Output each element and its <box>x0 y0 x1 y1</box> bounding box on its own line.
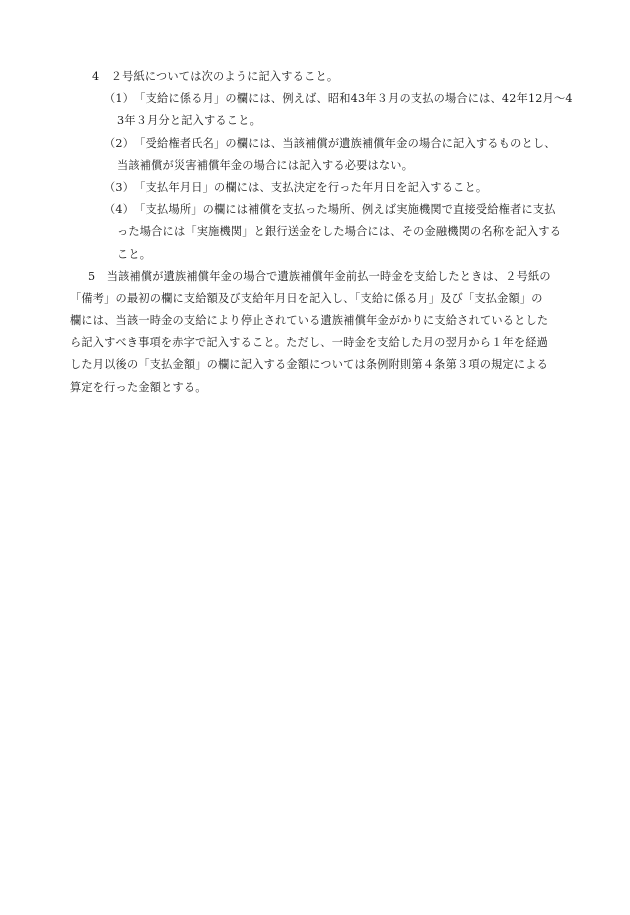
item-4-4-line-2: った場合には「実施機関」と銀行送金をした場合には、その金融機関の名称を記入する <box>117 225 562 239</box>
item-5-line-1: 5 当該補償が遺族補償年金の場合で遺族補償年金前払一時金を支給したときは、２号紙の <box>88 269 551 283</box>
item-5-line-6: 算定を行った金額とする。 <box>70 380 207 394</box>
item-4-1-line-2: 3年３月分と記入すること。 <box>117 114 261 128</box>
document-body <box>70 66 592 399</box>
item-5-line-3: 欄には、当該一時金の支給により停止されている遺族補償年金がかりに支給されているとした <box>70 314 549 328</box>
item-4-2-line-1: （2） 「受給権者氏名」の欄には、当該補償が遺族補償年金の場合に記入するものとし、 <box>104 136 556 150</box>
item-4-3-line-1: （3） 「支払年月日」の欄には、支払決定を行った年月日を記入すること。 <box>104 180 488 194</box>
item-5-line-2: 「備考」の最初の欄に支給額及び支給年月日を記入し、「支給に係る月」及び「支払金額」の <box>70 291 543 305</box>
item-4-4-line-3: こと。 <box>117 247 152 261</box>
item-4-1-line-1: （1） 「支給に係る月」の欄には、例えば、昭和43年３月の支払の場合には、42年12月～4 <box>104 92 573 106</box>
item-5-line-4: ら記入すべき事項を赤字で記入すること。ただし、一時金を支給した月の翌月から１年を経過 <box>70 336 549 350</box>
item-5-line-5: した月以後の「支払金額」の欄に記入する金額については条例附則第４条第３項の規定による <box>70 358 549 372</box>
item-4-2-line-2: 当該補償が災害補償年金の場合には記入する必要はない。 <box>117 158 414 172</box>
item-4-4-line-1: （4） 「支払場所」の欄には補償を支払った場所、例えば実施機関で直接受給権者に支払 <box>104 203 556 217</box>
item-4-heading: 4 ２号紙については次のように記入すること。 <box>92 70 339 83</box>
